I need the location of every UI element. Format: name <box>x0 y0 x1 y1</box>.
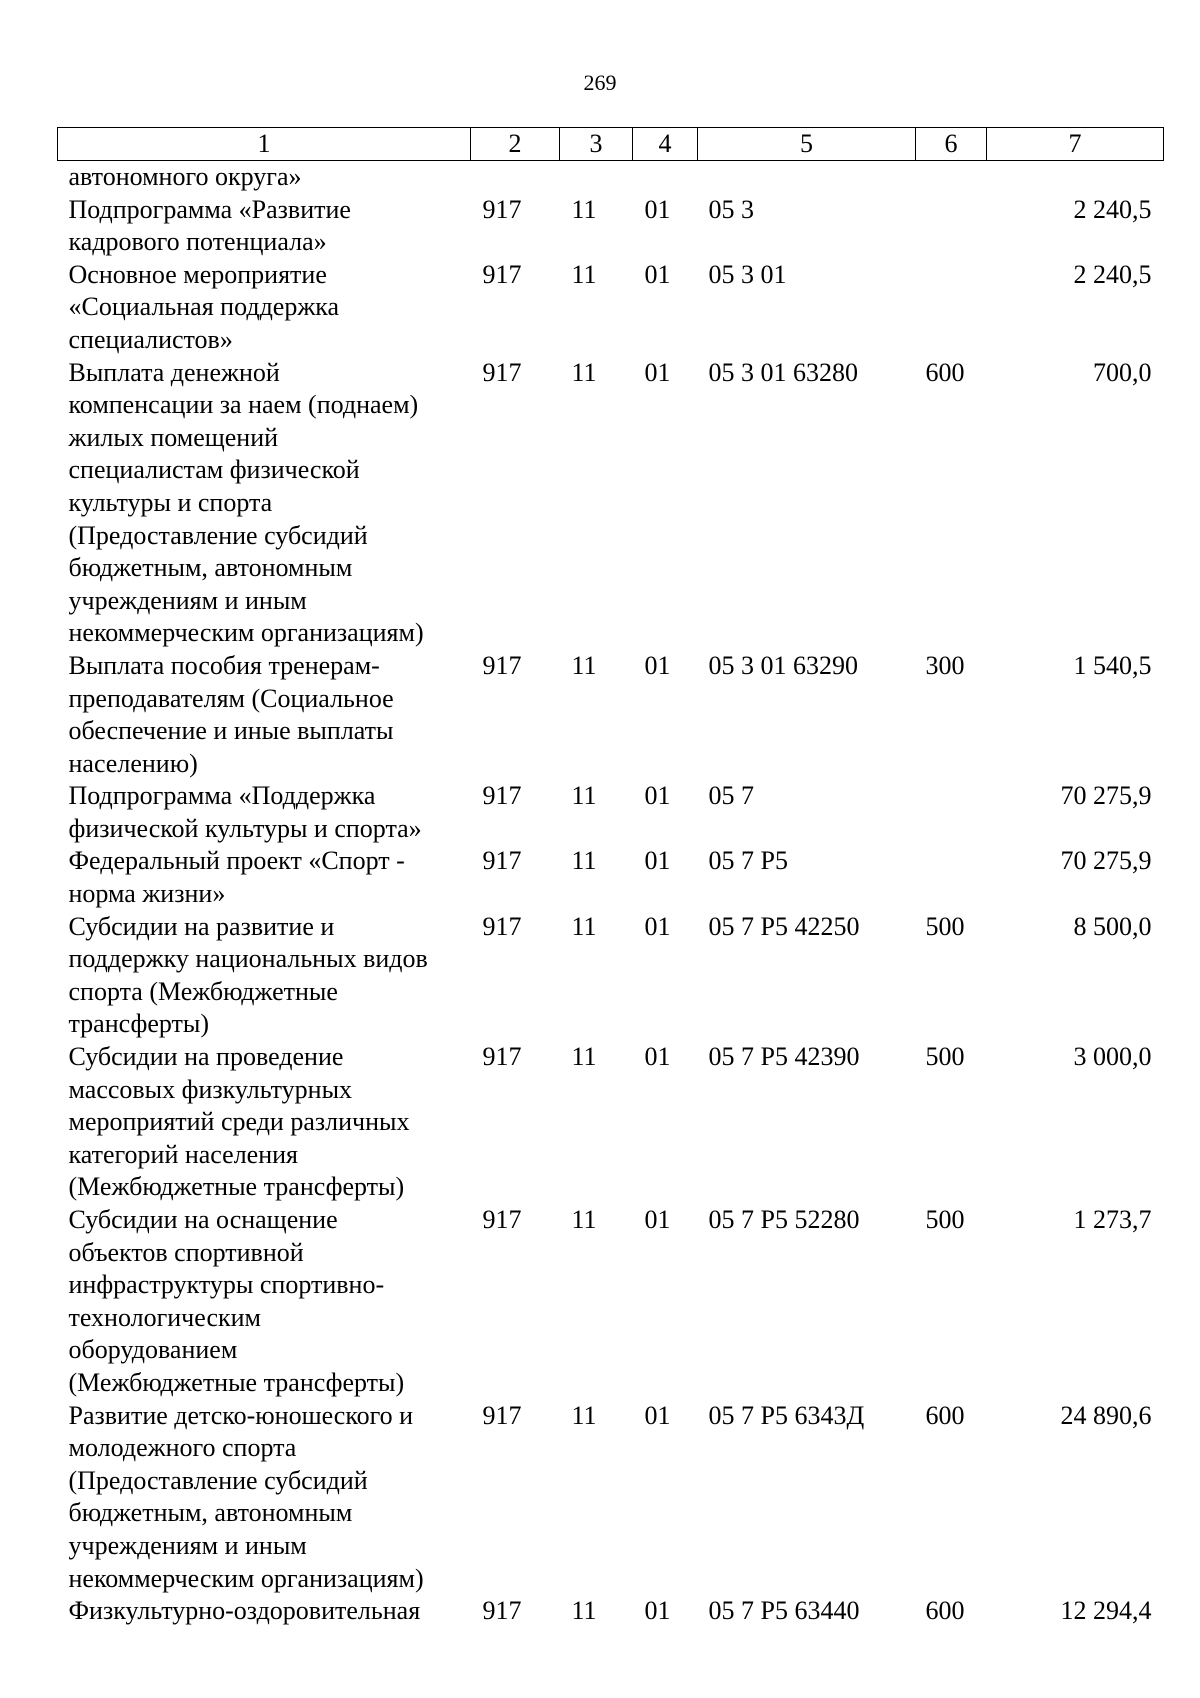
row-section-code: 11 <box>571 1596 597 1626</box>
row-section-code: 11 <box>571 357 597 387</box>
header-col-3: 3 <box>560 128 633 161</box>
row-target-article: 05 7 P5 42390 <box>708 1042 860 1072</box>
budget-table <box>57 127 1164 1628</box>
row-section-code: 11 <box>571 781 597 811</box>
row-name: Федеральный проект «Спорт - норма жизни» <box>68 846 405 909</box>
row-subsection-code: 01 <box>644 357 671 387</box>
row-expense-type <box>916 161 987 194</box>
row-subsection-code: 01 <box>644 846 671 876</box>
row-name: Выплата денежной компенсации за наем (поднаем) жилых помещений специалистам физической культуры и спорта (Предоставление субсидий бюджетным, автономным учреждениям и иным некоммерческим организациям) <box>68 357 424 648</box>
row-subsection-code <box>633 161 698 194</box>
row-ministry-code: 917 <box>482 1596 522 1626</box>
row-ministry-code: 917 <box>482 194 522 224</box>
table-row <box>58 845 1164 910</box>
row-amount: 70 275,9 <box>1060 846 1152 876</box>
row-amount: 3 000,0 <box>1073 1042 1152 1072</box>
row-name: Подпрограмма «Развитие кадрового потенциала» <box>68 194 351 257</box>
header-col-5: 5 <box>698 128 916 161</box>
row-subsection-code: 01 <box>644 1205 671 1234</box>
row-name: Субсидии на проведение массовых физкультурных мероприятий среди различных категорий населения (Межбюджетные трансферты) <box>68 1042 410 1202</box>
table-row <box>58 357 1164 650</box>
row-subsection-code: 01 <box>644 911 671 941</box>
table-header-row <box>58 128 1164 161</box>
row-amount: 2 240,5 <box>1073 194 1152 224</box>
row-ministry-code: 917 <box>482 1400 522 1430</box>
row-expense-type: 500 <box>925 1042 965 1072</box>
row-ministry-code: 917 <box>482 259 522 289</box>
page-number: 269 <box>583 70 617 95</box>
row-ministry-code: 917 <box>482 911 522 941</box>
row-name: Физкультурно-оздоровительная <box>68 1596 421 1626</box>
row-target-article: 05 7 P5 63440 <box>708 1596 860 1626</box>
row-section-code: 11 <box>571 911 597 941</box>
row-subsection-code: 01 <box>644 1596 671 1626</box>
header-col-7: 7 <box>987 128 1164 161</box>
row-ministry-code: 917 <box>482 357 522 387</box>
row-subsection-code: 01 <box>644 650 671 680</box>
row-target-article <box>698 161 916 194</box>
header-col-4: 4 <box>633 128 698 161</box>
row-name: Развитие детско-юношеского и молодежного спорта (Предоставление субсидий бюджетным, автономным учреждениям и иным некоммерческим организациям) <box>68 1400 424 1593</box>
row-expense-type <box>916 259 987 357</box>
row-amount: 1 540,5 <box>1073 650 1152 680</box>
row-amount: 2 240,5 <box>1073 259 1152 289</box>
row-amount: 12 294,4 <box>1060 1596 1152 1626</box>
row-target-article: 05 7 P5 <box>708 846 788 876</box>
row-name: Выплата пособия тренерам- преподавателям (Социальное обеспечение и иные выплаты населению) <box>68 650 394 778</box>
row-ministry-code: 917 <box>482 781 522 811</box>
row-name: Подпрограмма «Поддержка физической культуры и спорта» <box>68 781 422 843</box>
row-target-article: 05 7 <box>708 781 754 811</box>
row-section-code: 11 <box>571 1042 597 1072</box>
row-name: Субсидии на оснащение объектов спортивной инфраструктуры спортивно- технологическим оборудованием (Межбюджетные трансферты) <box>68 1205 405 1397</box>
row-amount: 8 500,0 <box>1073 911 1152 941</box>
table-row <box>58 259 1164 357</box>
row-expense-type <box>916 845 987 910</box>
row-target-article: 05 3 01 63290 <box>708 650 858 680</box>
table-row <box>58 161 1164 194</box>
row-name: Субсидии на развитие и поддержку национальных видов спорта (Межбюджетные трансферты) <box>68 911 428 1039</box>
row-subsection-code: 01 <box>644 1042 671 1072</box>
row-ministry-code <box>471 161 560 194</box>
row-section-code: 11 <box>571 1400 597 1430</box>
row-target-article: 05 7 P5 52280 <box>708 1205 860 1234</box>
row-expense-type: 600 <box>925 357 965 387</box>
table-row <box>58 1041 1164 1204</box>
table-row <box>58 1400 1164 1596</box>
table-row <box>58 911 1164 1041</box>
header-col-1: 1 <box>58 128 471 161</box>
row-subsection-code: 01 <box>644 194 671 224</box>
header-col-6: 6 <box>916 128 987 161</box>
row-subsection-code: 01 <box>644 259 671 289</box>
row-amount: 70 275,9 <box>1060 781 1152 811</box>
table-row <box>58 1595 1164 1628</box>
row-section-code: 11 <box>571 650 597 680</box>
row-target-article: 05 3 01 <box>708 259 787 289</box>
row-expense-type <box>916 780 987 845</box>
row-target-article: 05 3 <box>708 194 754 224</box>
row-amount <box>987 161 1164 194</box>
row-section-code: 11 <box>571 194 597 224</box>
row-expense-type <box>916 194 987 259</box>
header-col-2: 2 <box>471 128 560 161</box>
table-row <box>58 1204 1164 1400</box>
row-section-code: 11 <box>571 259 597 289</box>
row-expense-type: 300 <box>925 650 965 680</box>
row-subsection-code: 01 <box>644 781 671 811</box>
row-expense-type: 600 <box>925 1596 965 1626</box>
row-ministry-code: 917 <box>482 650 522 680</box>
row-section-code: 11 <box>571 846 597 876</box>
row-expense-type: 500 <box>925 911 965 941</box>
row-subsection-code: 01 <box>644 1400 671 1430</box>
row-name: автономного округа» <box>68 162 302 191</box>
row-amount: 24 890,6 <box>1060 1400 1152 1430</box>
table-row <box>58 194 1164 259</box>
row-target-article: 05 7 P5 6343Д <box>708 1400 865 1430</box>
row-section-code <box>560 161 633 194</box>
row-amount: 700,0 <box>1093 357 1152 387</box>
row-ministry-code: 917 <box>482 1042 522 1072</box>
row-section-code: 11 <box>571 1205 597 1234</box>
row-target-article: 05 3 01 63280 <box>708 357 858 387</box>
row-expense-type: 500 <box>925 1205 965 1234</box>
table-row <box>58 650 1164 780</box>
row-ministry-code: 917 <box>482 846 522 876</box>
row-name: Основное мероприятие «Социальная поддержка специалистов» <box>68 259 340 354</box>
row-expense-type: 600 <box>925 1400 965 1430</box>
row-amount: 1 273,7 <box>1073 1205 1152 1234</box>
row-ministry-code: 917 <box>482 1205 522 1234</box>
row-target-article: 05 7 P5 42250 <box>708 911 860 941</box>
table-row <box>58 780 1164 845</box>
